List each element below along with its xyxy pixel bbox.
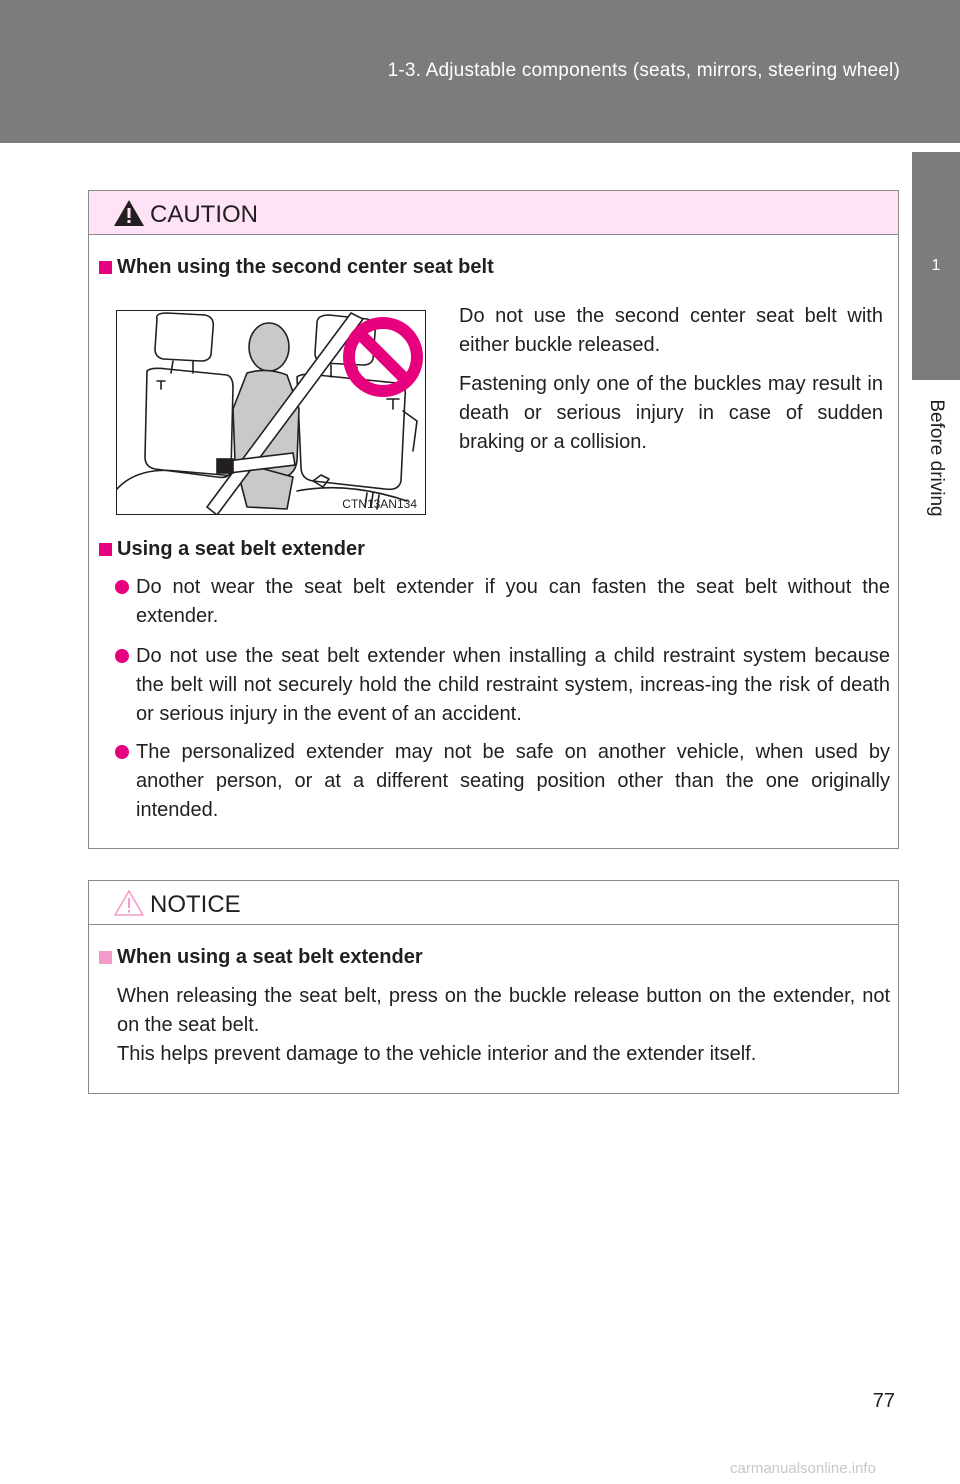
notice-text-2: This helps prevent damage to the vehicle interior and the extender itself. (117, 1043, 757, 1065)
bullet-dot (115, 745, 129, 759)
watermark: carmanualsonline.info (730, 1460, 876, 1477)
chapter-number: 1 (931, 257, 941, 274)
caution-box (88, 190, 899, 849)
extender-bullet-1: Do not wear the seat belt extender if you can fasten the seat belt without the extender. (136, 576, 890, 627)
center-belt-para-2: Fastening only one of the buckles may result in death or serious injury in case of sudden braking or a collision. (459, 373, 883, 453)
notice-heading: NOTICE (150, 891, 241, 918)
section-marker (99, 951, 112, 964)
notice-text-1: When releasing the seat belt, press on the buckle release button on the extender, not on the seat belt. (117, 985, 890, 1036)
bullet-dot (115, 580, 129, 594)
chapter-label: Before driving (926, 399, 947, 517)
section-marker (99, 543, 112, 556)
caution-heading: CAUTION (150, 201, 258, 228)
notice-box (88, 880, 899, 1094)
extender-bullet-3: The personalized extender may not be safe on another vehicle, when used by another person, or at a different seating position other than the one originally intended. (136, 741, 890, 821)
section-title-extender: Using a seat belt extender (117, 538, 365, 560)
page-number: 77 (872, 1390, 895, 1412)
figure-code: CTN13AN134 (342, 497, 417, 511)
section-title-center-belt: When using the second center seat belt (117, 256, 494, 278)
notice-section-title: When using a seat belt extender (117, 946, 423, 968)
bullet-dot (115, 649, 129, 663)
notice-triangle-icon (113, 889, 145, 917)
center-belt-para-1: Do not use the second center seat belt with either buckle released. (459, 305, 883, 356)
seat-illustration (117, 311, 425, 514)
caution-header (89, 191, 898, 235)
extender-bullet-2: Do not use the seat belt extender when installing a child restraint system because the belt will not securely hold the child restraint system, increas-ing the risk of death or serious injury in the event of an accident. (136, 645, 890, 725)
section-title: 1-3. Adjustable components (seats, mirrors, steering wheel) (387, 60, 900, 81)
page-header (0, 0, 960, 143)
section-marker (99, 261, 112, 274)
notice-header (89, 881, 898, 925)
warning-triangle-icon (113, 199, 145, 227)
seat-belt-illustration (116, 310, 426, 515)
